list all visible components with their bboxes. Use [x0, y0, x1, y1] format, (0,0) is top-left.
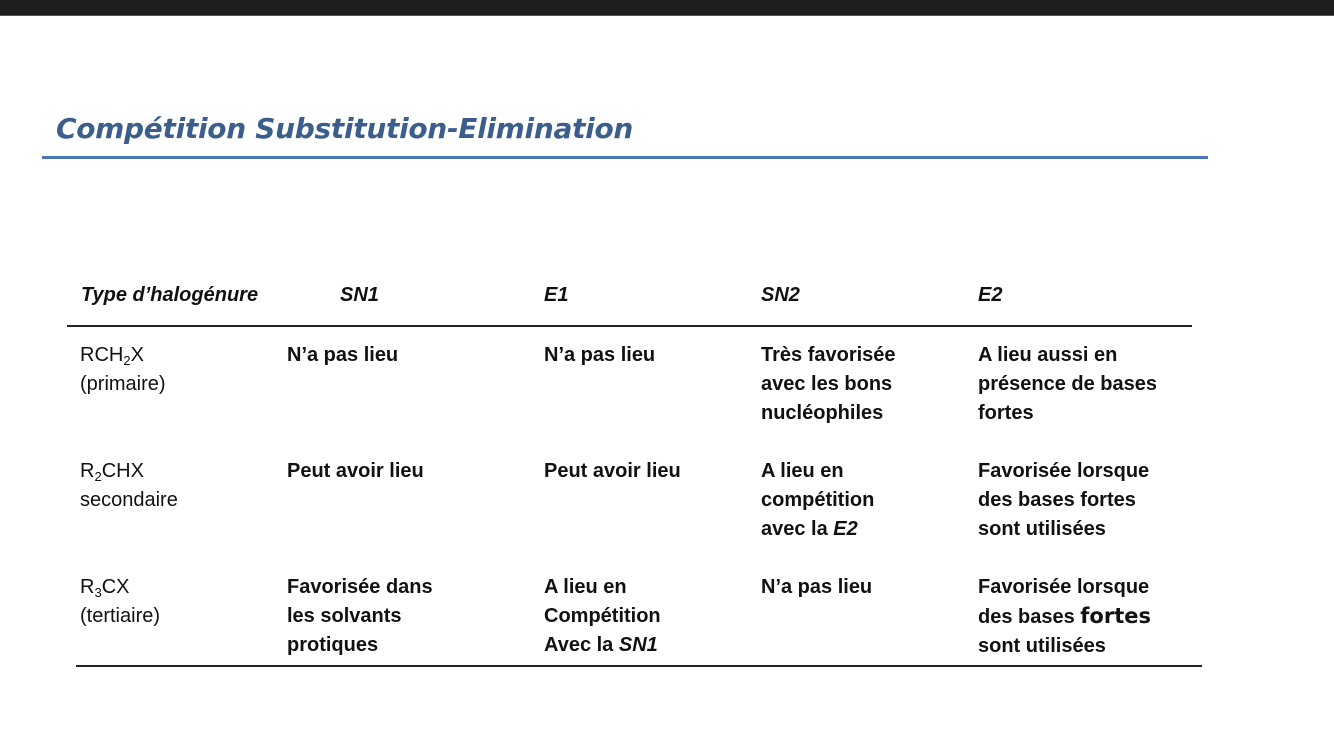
row2-sn2: A lieu en compétition avec la E2 [761, 460, 875, 540]
row1-sn1: N’a pas lieu [287, 344, 399, 366]
row2-sn1: Peut avoir lieu [287, 460, 424, 482]
row3-sn2: N’a pas lieu [761, 576, 873, 598]
row3-sn1: Favorisée dans les solvants protiques [287, 576, 433, 656]
row3-e2: Favorisée lorsque des bases fortes sont utilisées [978, 576, 1151, 657]
row2-type [80, 457, 178, 515]
table-bottom-rule [76, 665, 1202, 667]
row3-formula: $R_3CX$ [80, 576, 130, 600]
row1-e2: A lieu aussi en présence de bases fortes [978, 344, 1157, 424]
row2-e2: Favorisée lorsque des bases fortes sont utilisées [978, 460, 1150, 540]
title-underline [42, 156, 1208, 159]
header-sn1: SN1 [340, 284, 379, 306]
header-sn2: SN2 [761, 284, 800, 306]
row2-class: secondaire [80, 489, 178, 511]
slide-title: Compétition Substitution-Elimination [56, 112, 634, 145]
row1-sn2: Très favorisée avec les bons nucléophiles [761, 344, 896, 424]
row2-formula: $R_2CHX$ [80, 460, 144, 484]
row2-e1: Peut avoir lieu [544, 460, 681, 482]
window-top-bar [0, 0, 1334, 16]
header-e1: E1 [544, 284, 569, 306]
row3-class: (tertiaire) [80, 605, 161, 627]
row1-formula: $RCH_2X$ [80, 344, 144, 368]
row1-class: (primaire) [80, 373, 166, 395]
row3-type [80, 573, 160, 631]
header-type: Type d’halogénure [81, 284, 259, 306]
row1-type [80, 341, 166, 399]
row3-e1: A lieu en Compétition Avec la SN1 [544, 576, 661, 656]
header-rule [67, 325, 1192, 327]
header-e2: E2 [978, 284, 1003, 306]
row1-e1: N’a pas lieu [544, 344, 656, 366]
